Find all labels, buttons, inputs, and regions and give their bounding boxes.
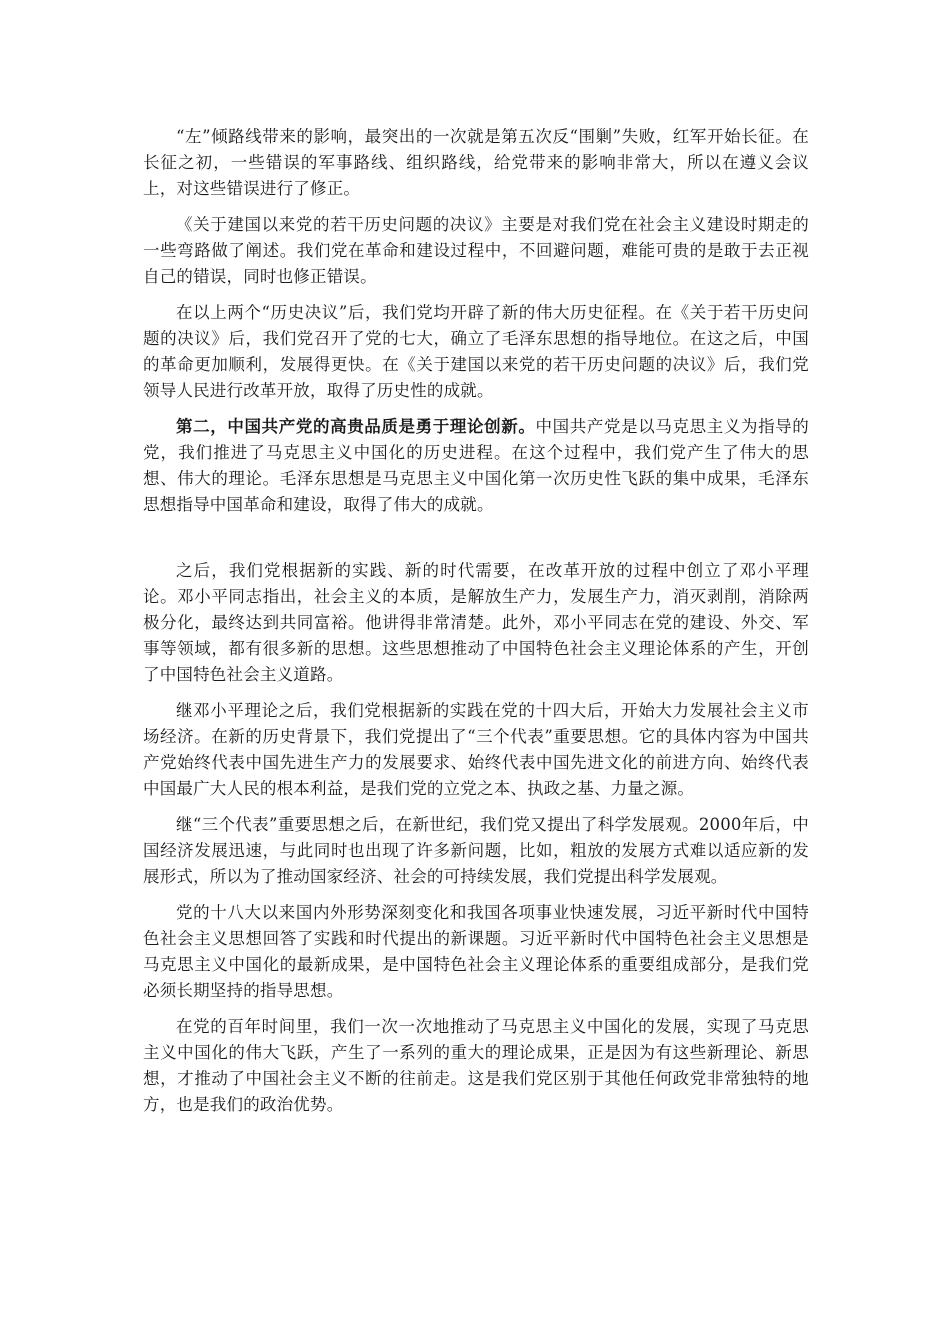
paragraph-4 [143, 414, 809, 518]
paragraph-text: 在党的百年时间里，我们一次一次地推动了马克思主义中国化的发展，实现了马克思主义中国化的伟大飞跃，产生了一系列的重大的理论成果，正是因为有这些新理论、新思想，才推动了中国社会主义不断的往前走。这是我们党区别于其他任何政党非常独特的地方，也是我们的政治优势。 [143, 1017, 809, 1114]
document-page [143, 124, 809, 1128]
paragraph-text: 《关于建国以来党的若干历史问题的决议》主要是对我们党在社会主义建设时期走的一些弯路做了阐述。我们党在革命和建设过程中，不回避问题，难能可贵的是敢于去正视自己的错误，同时也修正错误。 [143, 215, 809, 286]
paragraph-lead-bold: 第二，中国共产党的高贵品质是勇于理论创新。 [176, 417, 536, 436]
paragraph-text: 之后，我们党根据新的实践、新的时代需要，在改革开放的过程中创立了邓小平理论。邓小平同志指出，社会主义的本质，是解放生产力，发展生产力，消灭剥削，消除两极分化，最终达到共同富裕。他讲得非常清楚。此外，邓小平同志在党的建设、外交、军事等领域，都有很多新的思想。这些思想推动了中国特色社会主义理论体系的产生，开创了中国特色社会主义道路。 [143, 561, 809, 684]
paragraph-text: 党的十八大以来国内外形势深刻变化和我国各项事业快速发展，习近平新时代中国特色社会主义思想回答了实践和时代提出的新课题。习近平新时代中国特色社会主义思想是马克思主义中国化的最新成果，是中国特色社会主义理论体系的重要组成部分，是我们党必须长期坚持的指导思想。 [143, 903, 809, 1000]
paragraph-9 [143, 1014, 809, 1118]
paragraph-text: 继“三个代表”重要思想之后，在新世纪，我们党又提出了科学发展观。2000年后，中国经济发展迅速，与此同时也出现了许多新问题，比如，粗放的发展方式难以适应新的发展形式，所以为了推动国家经济、社会的可持续发展，我们党提出科学发展观。 [143, 815, 809, 886]
paragraph-6 [143, 698, 809, 802]
paragraph-text: 继邓小平理论之后，我们党根据新的实践在党的十四大后，开始大力发展社会主义市场经济。在新的历史背景下，我们党提出了“三个代表”重要思想。它的具体内容为中国共产党始终代表中国先进生产力的发展要求、始终代表中国先进文化的前进方向、始终代表中国最广大人民的根本利益，是我们党的立党之本、执政之基、力量之源。 [143, 701, 809, 798]
paragraph-2 [143, 212, 809, 290]
paragraph-text: 中国共产党是以马克思主义为指导的党，我们推进了马克思主义中国化的历史进程。在这个过程中，我们党产生了伟大的思想、伟大的理论。毛泽东思想是马克思主义中国化第一次历史性飞跃的集中成果，毛泽东思想指导中国革命和建设，取得了伟大的成就。 [143, 417, 810, 514]
paragraph-8 [143, 900, 809, 1004]
paragraph-text: 在以上两个“历史决议”后，我们党均开辟了新的伟大历史征程。在《关于若干历史问题的决议》后，我们党召开了党的七大，确立了毛泽东思想的指导地位。在这之后，中国的革命更加顺利，发展得更快。在《关于建国以来党的若干历史问题的决议》后，我们党领导人民进行改革开放，取得了历史性的成就。 [143, 303, 809, 400]
paragraph-7 [143, 812, 809, 890]
paragraph-text: “左”倾路线带来的影响，最突出的一次就是第五次反“围剿”失败，红军开始长征。在长征之初，一些错误的军事路线、组织路线，给党带来的影响非常大，所以在遵义会议上，对这些错误进行了修正。 [143, 127, 809, 198]
paragraph-3 [143, 300, 809, 404]
paragraph-1 [143, 124, 809, 202]
paragraph-5 [143, 558, 809, 688]
